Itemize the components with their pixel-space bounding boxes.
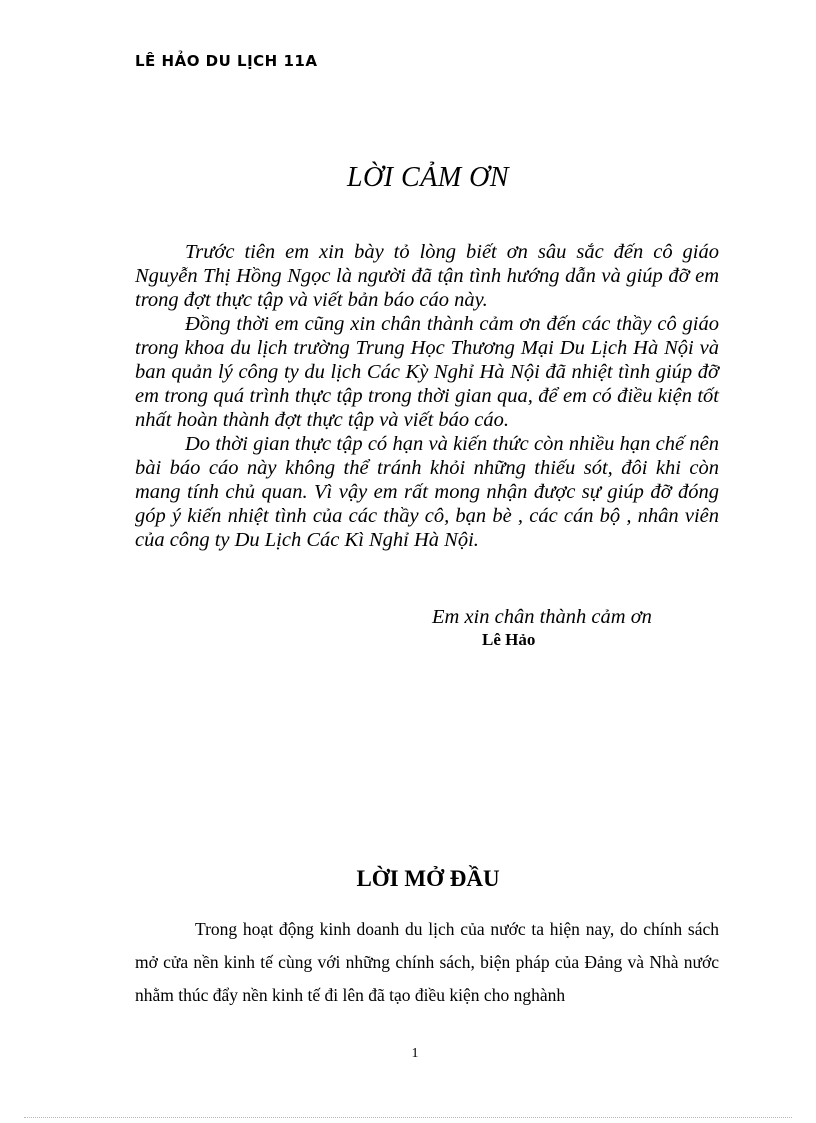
acknowledgement-paragraph-2: Đồng thời em cũng xin chân thành cảm ơn đến các thầy cô giáo trong khoa du lịch trường Trung Học Thương Mại Du Lịch Hà Nội và ban quản lý công ty du lịch Các Kỳ Nghỉ Hà Nội đã nhiệt tình giúp đỡ em trong quá trình thực tập trong thời gian qua, để em có điều kiện tốt nhất hoàn thành đợt thực tập và viết báo cáo. [135,313,719,431]
acknowledgement-paragraph-3: Do thời gian thực tập có hạn và kiến thức còn nhiều hạn chế nên bài báo cáo này không thể tránh khỏi những thiếu sót, đôi khi còn mang tính chủ quan. Vì vậy em rất mong nhận được sự giúp đỡ đóng góp ý kiến nhiệt tình của các thầy cô, bạn bè , các cán bộ , nhân viên của công ty Du Lịch Các Kì Nghỉ Hà Nội. [135,433,719,551]
page-bottom-divider [24,1117,792,1118]
page-header: LÊ HẢO DU LỊCH 11A [135,52,318,70]
introduction-body [135,913,719,1012]
acknowledgement-body [135,240,719,552]
closing-line: Em xin chân thành cảm ơn [432,606,652,628]
signer-name: Lê Hảo [482,630,536,649]
page-number: 1 [411,1046,419,1061]
acknowledgement-title: LỜI CẢM ƠN [346,162,510,193]
introduction-title: LỜI MỞ ĐẦU [356,866,500,891]
acknowledgement-paragraph-1: Trước tiên em xin bày tỏ lòng biết ơn sâu sắc đến cô giáo Nguyễn Thị Hồng Ngọc là người đã tận tình hướng dẫn và giúp đỡ em trong đợt thực tập và viết bản báo cáo này. [135,241,719,311]
introduction-paragraph: Trong hoạt động kinh doanh du lịch của nước ta hiện nay, do chính sách mở cửa nền kinh tế cùng với những chính sách, biện pháp của Đảng và Nhà nước nhằm thúc đẩy nền kinh tế đi lên đã tạo điều kiện cho nghành [135,919,719,1005]
